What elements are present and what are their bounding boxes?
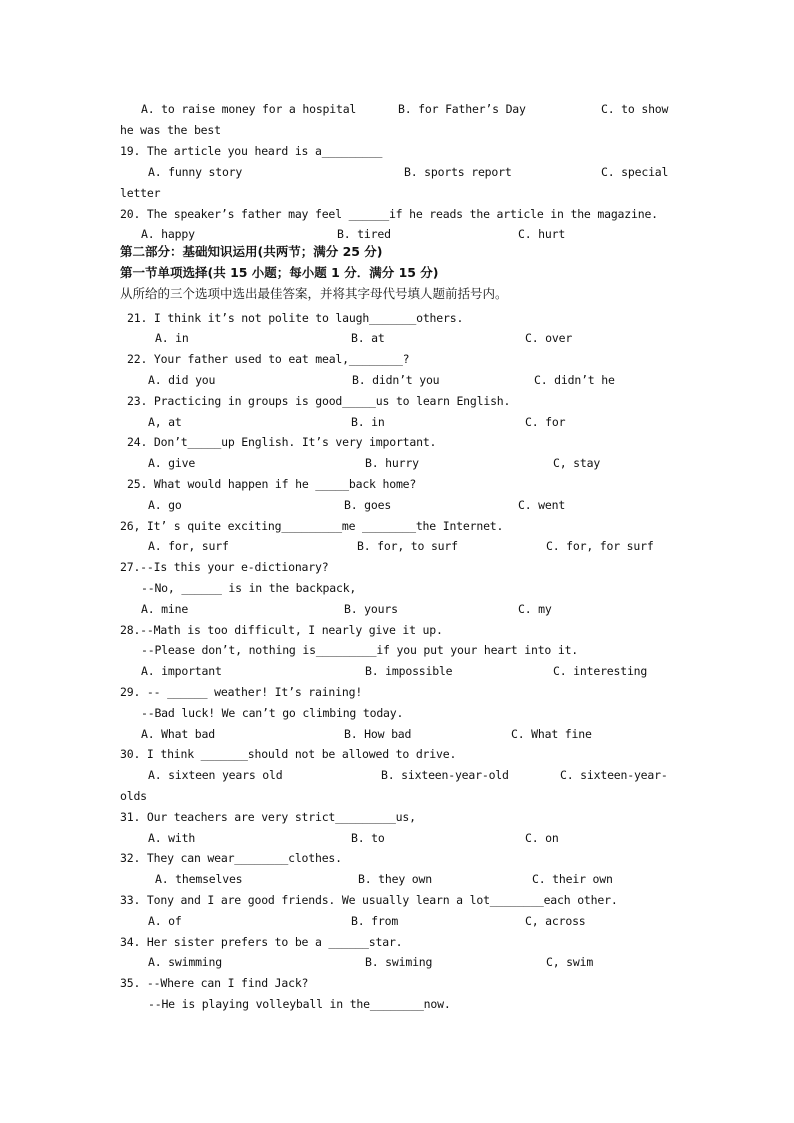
- q34-option-a: A. swimming: [148, 955, 222, 969]
- q23-option-b: B. in: [351, 415, 385, 429]
- q25-option-a: A. go: [148, 498, 182, 512]
- q26-option-c: C. for, for surf: [546, 539, 654, 553]
- q19-stem: 19. The article you heard is a_________: [120, 144, 383, 158]
- q19-option-a: A. funny story: [148, 165, 243, 179]
- section-part2-heading: 第二部分：基础知识运用(共两节；满分 25 分): [120, 244, 383, 259]
- q29-option-b: B. How bad: [344, 727, 412, 741]
- q20-stem: 20. The speaker’s father may feel ______if he reads the article in the magazine.: [120, 207, 658, 221]
- q25-option-b: B. goes: [344, 498, 392, 512]
- q31-option-a: A. with: [148, 831, 196, 845]
- q25-stem: 25. What would happen if he _____back home?: [127, 477, 417, 491]
- q23-option-c: C. for: [525, 415, 566, 429]
- q30-option-c: C. sixteen-year-: [560, 768, 668, 782]
- q21-option-a: A. in: [155, 331, 189, 345]
- q18-option-c: C. to show: [601, 102, 669, 116]
- q18-option-a: A. to raise money for a hospital: [141, 102, 357, 116]
- q29-line2: --Bad luck! We can’t go climbing today.: [141, 706, 404, 720]
- q33-option-c: C, across: [525, 914, 586, 928]
- q28-option-b: B. impossible: [365, 664, 453, 678]
- q30-option-b: B. sixteen-year-old: [381, 768, 509, 782]
- q24-option-b: B. hurry: [365, 456, 419, 470]
- q26-option-a: A. for, surf: [148, 539, 229, 553]
- q28-option-a: A. important: [141, 664, 222, 678]
- q27-stem: 27.--Is this your e-dictionary?: [120, 560, 329, 574]
- q33-option-a: A. of: [148, 914, 182, 928]
- q29-option-a: A. What bad: [141, 727, 215, 741]
- q30-stem: 30. I think _______should not be allowed to drive.: [120, 747, 457, 761]
- q22-stem: 22. Your father used to eat meal,________?: [127, 352, 410, 366]
- q27-option-c: C. my: [518, 602, 552, 616]
- q26-stem: 26, It’ s quite exciting_________me ________the Internet.: [120, 519, 504, 533]
- section-1-heading: 第一节单项选择(共 15 小题；每小题 1 分．满分 15 分): [120, 265, 439, 280]
- q29-option-c: C. What fine: [511, 727, 592, 741]
- q19-option-b: B. sports report: [404, 165, 512, 179]
- q31-option-b: B. to: [351, 831, 385, 845]
- q31-stem: 31. Our teachers are very strict_________us,: [120, 810, 416, 824]
- q22-option-a: A. did you: [148, 373, 216, 387]
- q22-option-c: C. didn’t he: [534, 373, 615, 387]
- q28-stem: 28.--Math is too difficult, I nearly give it up.: [120, 623, 443, 637]
- q23-stem: 23. Practicing in groups is good_____us to learn English.: [127, 394, 511, 408]
- q28-option-c: C. interesting: [553, 664, 648, 678]
- q32-stem: 32. They can wear________clothes.: [120, 851, 342, 865]
- q24-option-c: C, stay: [553, 456, 601, 470]
- q20-option-a: A. happy: [141, 227, 195, 241]
- q34-option-b: B. swiming: [365, 955, 433, 969]
- q27-option-a: A. mine: [141, 602, 189, 616]
- q35-stem: 35. --Where can I find Jack?: [120, 976, 309, 990]
- q21-option-c: C. over: [525, 331, 573, 345]
- q21-stem: 21. I think it’s not polite to laugh_______others.: [127, 311, 464, 325]
- q30-option-c-continued: olds: [120, 789, 147, 803]
- q29-stem: 29. -- ______ weather! It’s raining!: [120, 685, 363, 699]
- q25-option-c: C. went: [518, 498, 566, 512]
- q33-stem: 33. Tony and I are good friends. We usually learn a lot________each other.: [120, 893, 618, 907]
- q32-option-a: A. themselves: [155, 872, 243, 886]
- instruction-text: 从所给的三个选项中选出最佳答案，并将其字母代号填人题前括号内。: [120, 286, 508, 301]
- q26-option-b: B. for, to surf: [357, 539, 458, 553]
- q22-option-b: B. didn’t you: [352, 373, 440, 387]
- q20-option-b: B. tired: [337, 227, 391, 241]
- q18-option-b: B. for Father’s Day: [398, 102, 526, 116]
- q35-line2: --He is playing volleyball in the________now.: [148, 997, 451, 1011]
- q34-stem: 34. Her sister prefers to be a ______star.: [120, 935, 403, 949]
- q20-option-c: C. hurt: [518, 227, 566, 241]
- q27-option-b: B. yours: [344, 602, 398, 616]
- q28-line2: --Please don’t, nothing is_________if you put your heart into it.: [141, 643, 579, 657]
- q23-option-a: A, at: [148, 415, 182, 429]
- q18-option-c-continued: he was the best: [120, 123, 221, 137]
- q19-option-c: C. special: [601, 165, 669, 179]
- q24-stem: 24. Don’t_____up English. It’s very important.: [127, 435, 437, 449]
- q24-option-a: A. give: [148, 456, 196, 470]
- q30-option-a: A. sixteen years old: [148, 768, 283, 782]
- q27-line2: --No, ______ is in the backpack,: [141, 581, 357, 595]
- q32-option-b: B. they own: [358, 872, 432, 886]
- q33-option-b: B. from: [351, 914, 399, 928]
- q19-option-c-continued: letter: [120, 186, 161, 200]
- q21-option-b: B. at: [351, 331, 385, 345]
- q34-option-c: C, swim: [546, 955, 594, 969]
- q31-option-c: C. on: [525, 831, 559, 845]
- q32-option-c: C. their own: [532, 872, 613, 886]
